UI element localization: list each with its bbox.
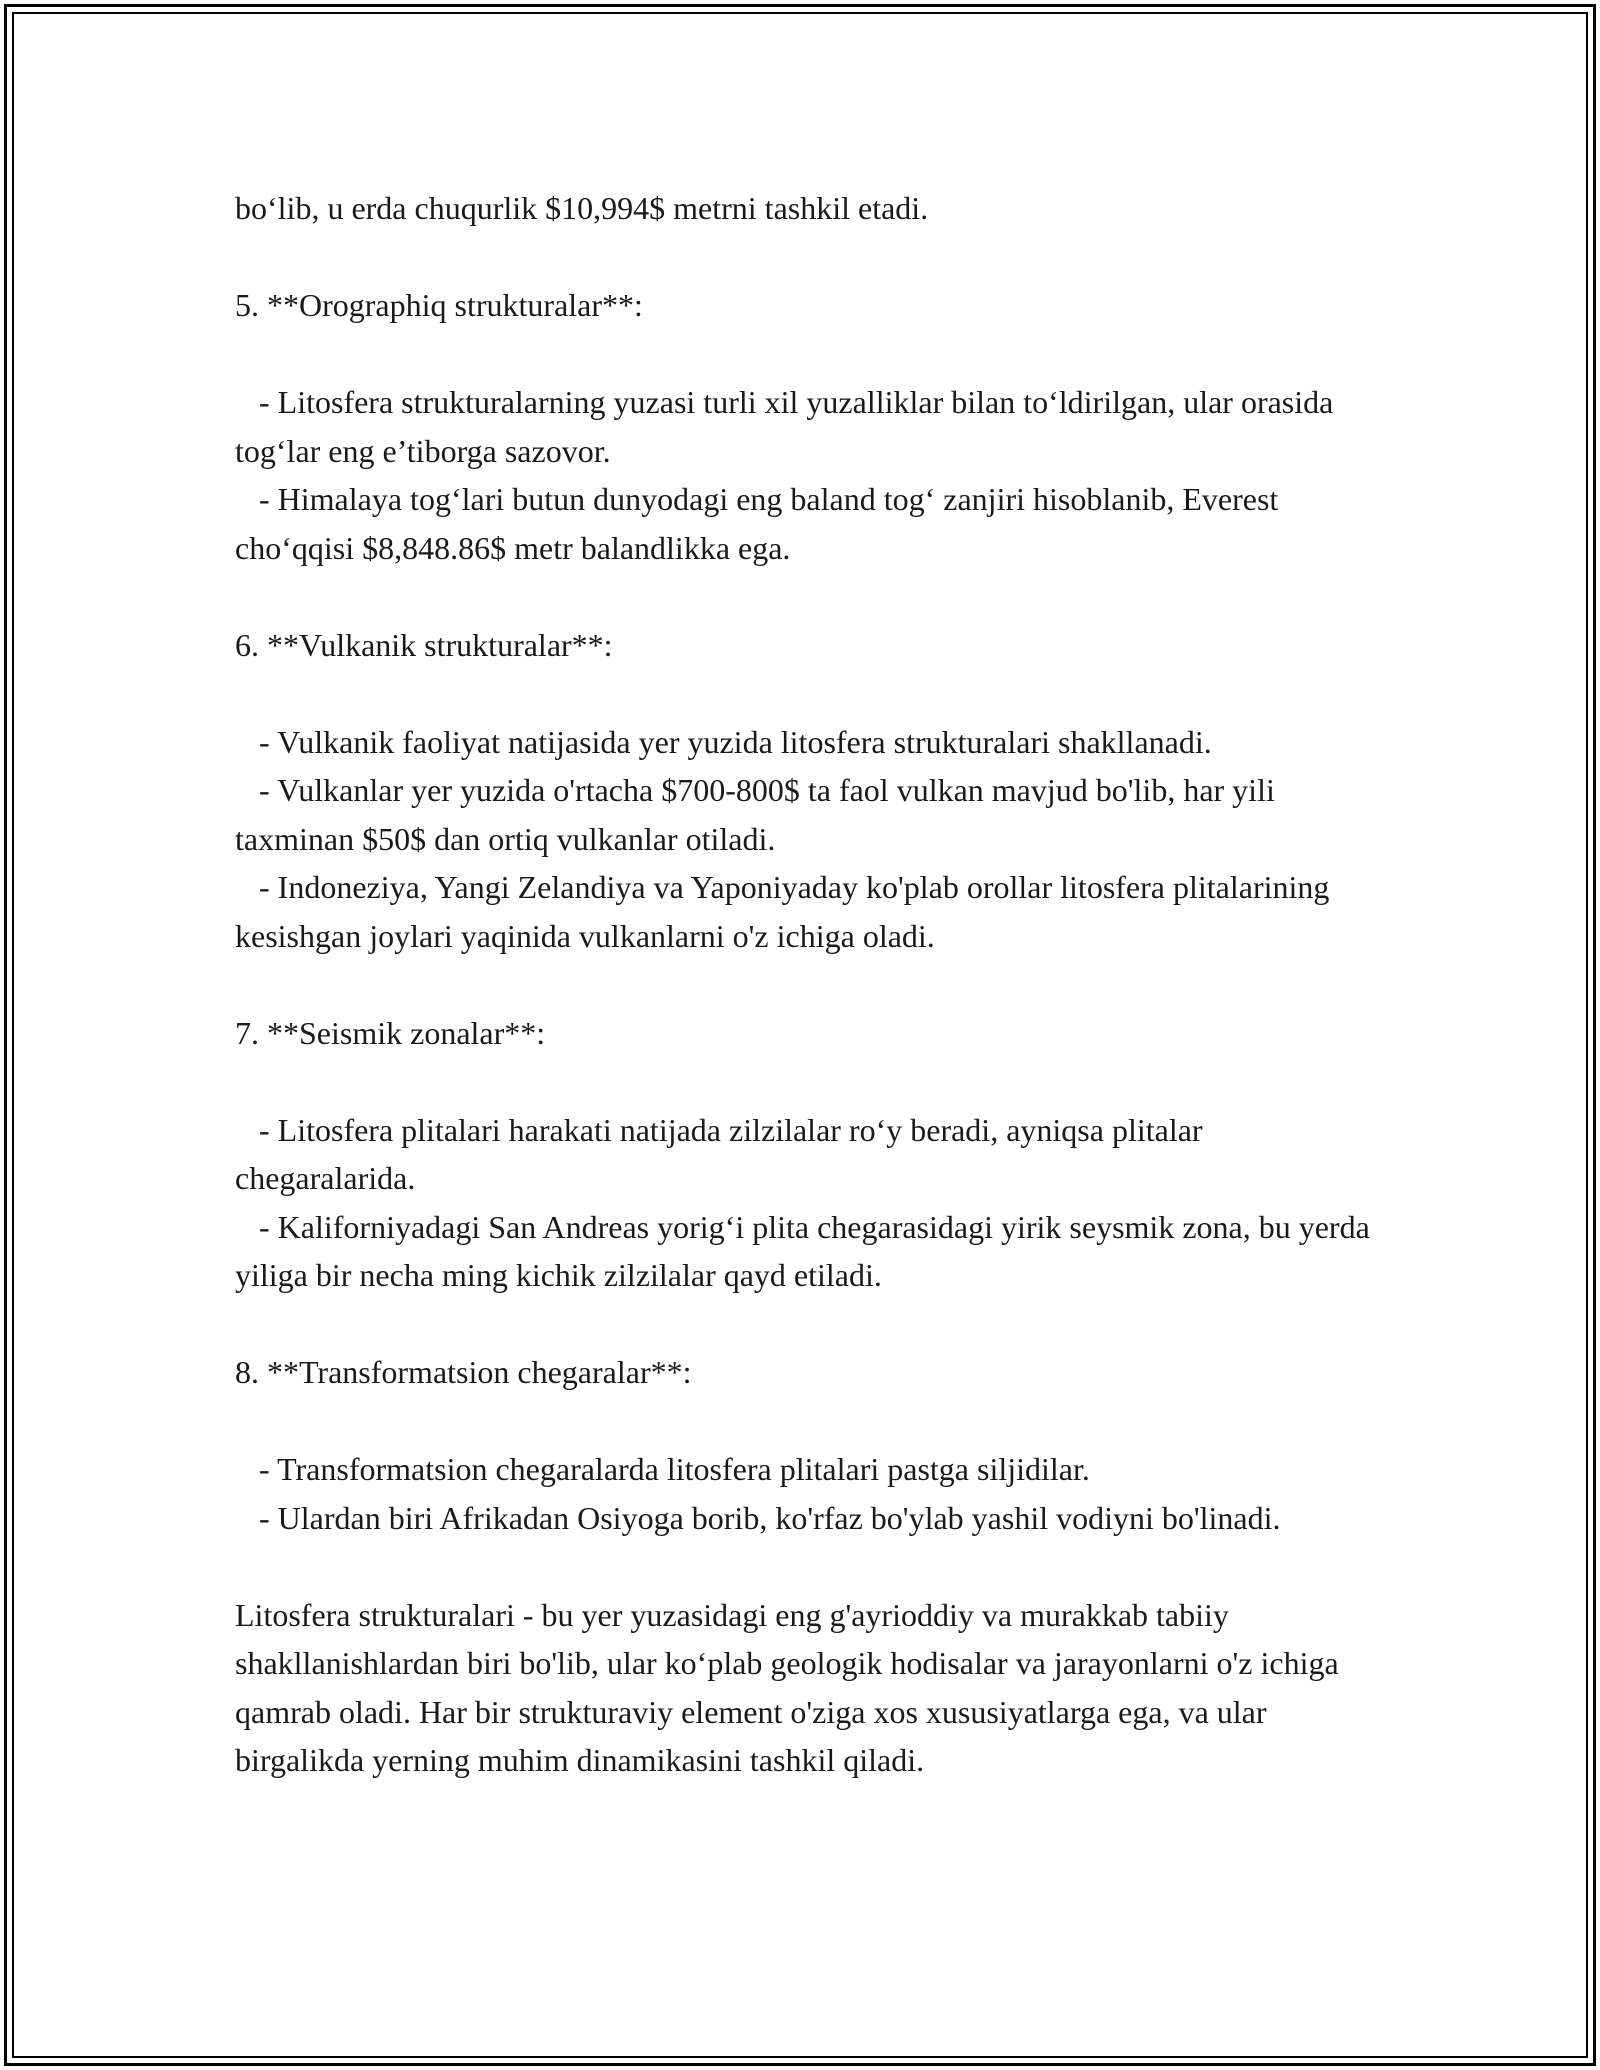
intro-line: bo‘lib, u erda chuqurlik $10,994$ metrni tashkil etadi. xyxy=(235,190,929,226)
section-seismic xyxy=(235,1009,1378,1300)
bullet-item: - Vulkanlar yer yuzida o'rtacha $700-800$ ta faol vulkan mavjud bo'lib, har yili taxminan $50$ dan ortiq vulkanlar otiladi. xyxy=(235,772,1283,857)
spacer xyxy=(235,1057,1375,1106)
section-volcanic xyxy=(235,621,1375,961)
bullet-item: - Litosfera plitalari harakati natijada zilzilalar ro‘y beradi, ayniqsa plitalar chegaralarida. xyxy=(235,1111,1211,1196)
section-heading: 6. **Vulkanik strukturalar**: xyxy=(235,626,613,663)
spacer xyxy=(235,233,1375,282)
bullet-item: - Transformatsion chegaralarda litosfera plitalari pastga siljidilar. xyxy=(235,1451,1090,1487)
bullet-item: - Kaliforniyadagi San Andreas yorig‘i plita chegarasidagi yirik seysmik zona, bu yerda yiliga bir necha ming kichik zilzilalar qayd etiladi. xyxy=(235,1208,1378,1293)
section-heading: 7. **Seismik zonalar**: xyxy=(235,1014,546,1051)
spacer xyxy=(235,330,1375,379)
spacer xyxy=(235,1397,1375,1446)
spacer xyxy=(235,572,1375,621)
spacer xyxy=(235,669,1375,718)
section-transform xyxy=(235,1348,1375,1542)
spacer xyxy=(235,1542,1375,1591)
bullet-item: - Litosfera strukturalarning yuzasi turli xil yuzalliklar bilan to‘ldirilgan, ular orasida tog‘lar eng e’tiborga sazovor. xyxy=(235,384,1342,469)
bullet-item: - Himalaya tog‘lari butun dunyodagi eng baland tog‘ zanjiri hisoblanib, Everest cho‘qqisi $8,848.86$ metr balandlikka ega. xyxy=(235,481,1287,566)
bullet-item: - Indoneziya, Yangi Zelandiya va Yaponiyaday ko'plab orollar litosfera plitalarining kesishgan joylari yaqinida vulkanlarni o'z ichiga oladi. xyxy=(235,869,1338,954)
section-orographic xyxy=(235,281,1375,572)
document-body xyxy=(235,184,1378,1785)
spacer xyxy=(235,960,1375,1009)
bullet-item: - Ulardan biri Afrikadan Osiyoga borib, ko'rfaz bo'ylab yashil vodiyni bo'linadi. xyxy=(235,1499,1281,1536)
section-heading: 8. **Transformatsion chegaralar**: xyxy=(235,1354,692,1390)
spacer xyxy=(235,1300,1375,1349)
section-heading: 5. **Orographiq strukturalar**: xyxy=(235,287,643,323)
conclusion-paragraph: Litosfera strukturalari - bu yer yuzasidagi eng g'ayrioddiy va murakkab tabiiy shakllanishlardan biri bo'lib, ular ko‘plab geologik hodisalar va jarayonlarni o'z ichiga qamrab oladi. Har bir strukturaviy element o'ziga xos xususiyatlarga ega, va ular birgalikda yerning muhim dinamikasini tashkil qiladi. xyxy=(235,1596,1347,1778)
bullet-item: - Vulkanik faoliyat natijasida yer yuzida litosfera strukturalari shakllanadi. xyxy=(235,723,1212,760)
